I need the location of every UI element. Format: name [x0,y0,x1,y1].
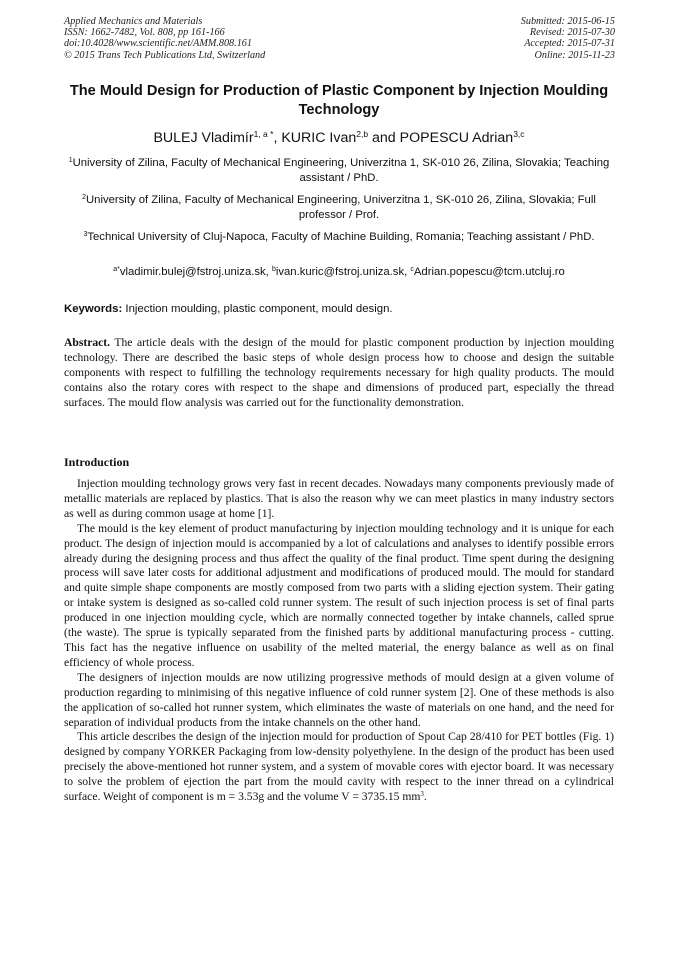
unit-exponent: 3 [420,790,424,799]
author-name: KURIC Ivan [281,130,357,146]
abstract-label: Abstract. [64,336,111,349]
email-mark: c [410,266,414,273]
affiliation-text: Technical University of Cluj-Napoca, Faculty of Machine Building, Romania; Teaching assistant / PhD. [87,231,595,243]
journal-copyright: © 2015 Trans Tech Publications Ltd, Switzerland [64,49,266,61]
paragraph: The mould is the key element of product manufacturing by injection moulding technology and it is unique for each product. The design of injection mould is accompanied by a lot of calculations and analyses to identify possible errors already during the designing process and thus affect the quality of the final product. Time spent during the designing process will save later costs for additional adjustment and modifications of produced mould. The mould for standard and quite simple shape components are mostly composed from two parts with a sliding ejection system. Their gating or intake system is designed as so-called cold runner system. The result of such injection process is set of final parts produced in one injection moulding cycle, which are normally connected together by intake channels, called sprue (the waste). The sprue is typically separated from the finished parts by additional manufacturing process - cutting. This fact has the negative influence on usability of the melted material, the energy balance as well as on final efficiency of whole process. [64,521,614,669]
author-affiliation-mark: 3,c [513,129,525,139]
author-name: POPESCU Adrian [399,130,514,146]
email-mark: a* [113,266,120,273]
email-link[interactable]: ivan.kuric@fstroj.uniza.sk [275,266,405,278]
journal-info [64,16,265,61]
submission-dates [521,16,615,61]
author-affiliation-mark: 1, a * [253,129,274,139]
email-separator: , [265,266,272,278]
affiliation [64,193,614,223]
section-heading-introduction: Introduction [64,455,130,469]
affiliation [64,230,614,245]
keywords-text: Injection moulding, plastic component, mould design. [122,303,393,315]
date-accepted: Accepted: 2015-07-31 [524,38,615,50]
paragraph-end: . [423,790,427,804]
paragraph-text: This article describes the design of the injection mould for production of Spout Cap 28/410 for PET bottles (Fig. 1) designed by company YORKER Packaging from low-density polyethylene. In the design of the product has been used precisely the above-mentioned hot runner system, and a system of movable cores with ejector board. It was necessary to solve the problem of ejection the part from the mould cavity with respect to the inner thread on a cylindrical surface. Weight of component is m = 3.53g and the volume V = 3735.15 mm [64,730,614,804]
email-link[interactable]: vladimir.bulej@fstroj.uniza.sk [119,266,266,278]
paragraph [64,730,614,805]
paper-title: The Mould Design for Production of Plastic Component by Injection Moulding Technology [69,83,609,118]
author-name: BULEJ Vladimír [153,130,254,146]
affiliation [64,156,614,186]
paragraph: The designers of injection moulds are now utilizing progressive methods of mould design at a given volume of production regarding to minimising of this negative influence of cold runner system [2]. One of these methods is also the application of so-called hot runner system, which eliminates the waste of materials on one hand, and the need for separation of individual products from the intake channels on the other hand. [64,670,614,729]
author-emails [64,265,614,280]
abstract-text: The article deals with the design of the mould for plastic component production by injection moulding technology. There are described the basic steps of whole design process how to choose and design the suitable components with respect to fulfilling the technology requirements necessary for high quality products. The mould contains also the rotary cores with respect to the shape and dimensions of produced part, especially the thread surfaces. The mould flow analysis was carried out for the functionality demonstration. [64,336,614,409]
paragraph: Injection moulding technology grows very fast in recent decades. Nowadays many components previously made of metallic materials are replaced by plastics. That is also the reason why we can meet plastics in many industry sectors as well as during common usage at home [1]. [64,477,614,520]
email-link[interactable]: Adrian.popescu@tcm.utcluj.ro [413,266,565,278]
abstract [64,336,614,411]
email-mark: b [271,266,276,273]
affiliation-number: 1 [68,157,73,164]
introduction-section [64,477,614,805]
affiliation-number: 2 [82,194,87,201]
affiliation-text: University of Zilina, Faculty of Mechanical Engineering, Univerzitna 1, SK-010 26, Zilina, Slovakia; Full professor / Prof. [86,194,596,222]
affiliation-number: 3 [83,231,88,238]
author-separator: , [273,130,282,146]
author-list [64,129,614,147]
keywords [64,302,614,316]
journal-doi: doi:10.4028/www.scientific.net/AMM.808.161 [64,38,252,50]
journal-name: Applied Mechanics and Materials [64,16,203,27]
author-affiliation-mark: 2,b [356,129,369,139]
author-separator: and [368,130,400,146]
date-submitted: Submitted: 2015-06-15 [520,16,615,27]
email-separator: , [404,266,411,278]
journal-issn: ISSN: 1662-7482, Vol. 808, pp 161-166 [64,27,225,39]
date-online: Online: 2015-11-23 [534,49,615,61]
date-revised: Revised: 2015-07-30 [529,27,615,39]
affiliation-text: University of Zilina, Faculty of Mechanical Engineering, Univerzitna 1, SK-010 26, Zilina, Slovakia; Teaching assistant / PhD. [72,157,610,185]
keywords-label: Keywords: [64,303,123,315]
